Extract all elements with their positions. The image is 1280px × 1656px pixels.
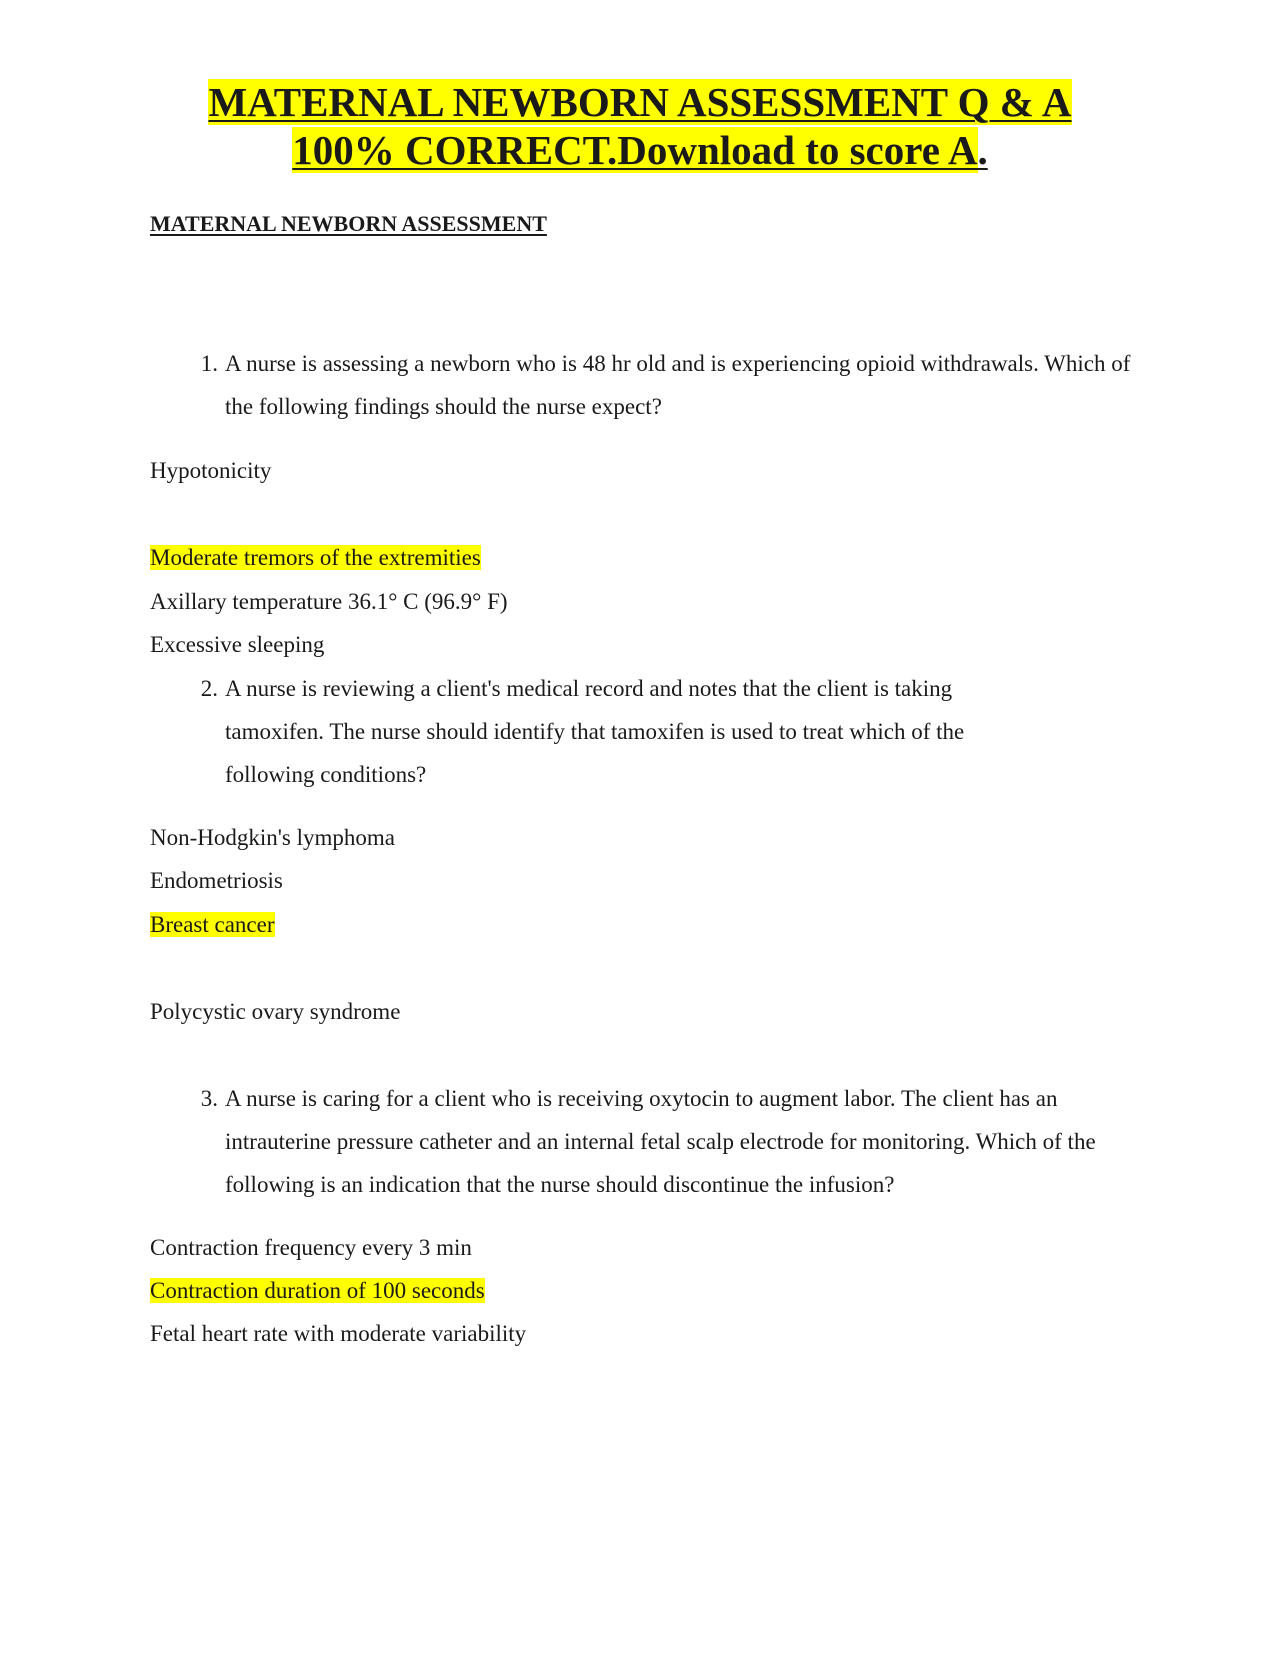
answer-option: Hypotonicity xyxy=(150,458,272,483)
question-2 xyxy=(150,667,1030,796)
answer-option: Non-Hodgkin's lymphoma xyxy=(150,825,395,850)
question-text: A nurse is reviewing a client's medical record and notes that the client is taking tamoxifen. The nurse should identify that tamoxifen is used to treat which of the following conditions? xyxy=(225,676,965,787)
question-text: A nurse is caring for a client who is receiving oxytocin to augment labor. The client has an intrauterine pressure catheter and an internal fetal scalp electrode for monitoring. Which of the following is an indication that the nurse should discontinue the infusion? xyxy=(225,1086,1096,1197)
question-number: 2. xyxy=(200,676,218,701)
answer-option: Endometriosis xyxy=(150,868,283,893)
answer-option-correct: Contraction duration of 100 seconds xyxy=(150,1278,485,1303)
answer-option: Fetal heart rate with moderate variability xyxy=(150,1321,527,1346)
question-text: A nurse is assessing a newborn who is 48 hr old and is experiencing opioid withdrawals. Which of the following findings should the nurse expect? xyxy=(225,351,1131,419)
question-number: 1. xyxy=(200,351,218,376)
answer-option: Contraction frequency every 3 min xyxy=(150,1235,472,1260)
title-line-2: 100% CORRECT.Download to score A xyxy=(292,127,978,173)
title-line-2-period: . xyxy=(977,127,988,173)
answer-option: Excessive sleeping xyxy=(150,632,325,657)
question-number: 3. xyxy=(200,1086,218,1111)
question-1 xyxy=(150,342,1140,428)
title-line-1: MATERNAL NEWBORN ASSESSMENT Q & A xyxy=(208,79,1072,125)
answer-option-correct: Breast cancer xyxy=(150,912,275,937)
answer-option-correct: Moderate tremors of the extremities xyxy=(150,545,481,570)
question-3 xyxy=(150,1077,1130,1206)
document-title xyxy=(0,78,1280,174)
answer-option: Axillary temperature 36.1° C (96.9° F) xyxy=(150,589,508,614)
answer-option: Polycystic ovary syndrome xyxy=(150,999,401,1024)
section-heading: MATERNAL NEWBORN ASSESSMENT xyxy=(150,211,547,236)
